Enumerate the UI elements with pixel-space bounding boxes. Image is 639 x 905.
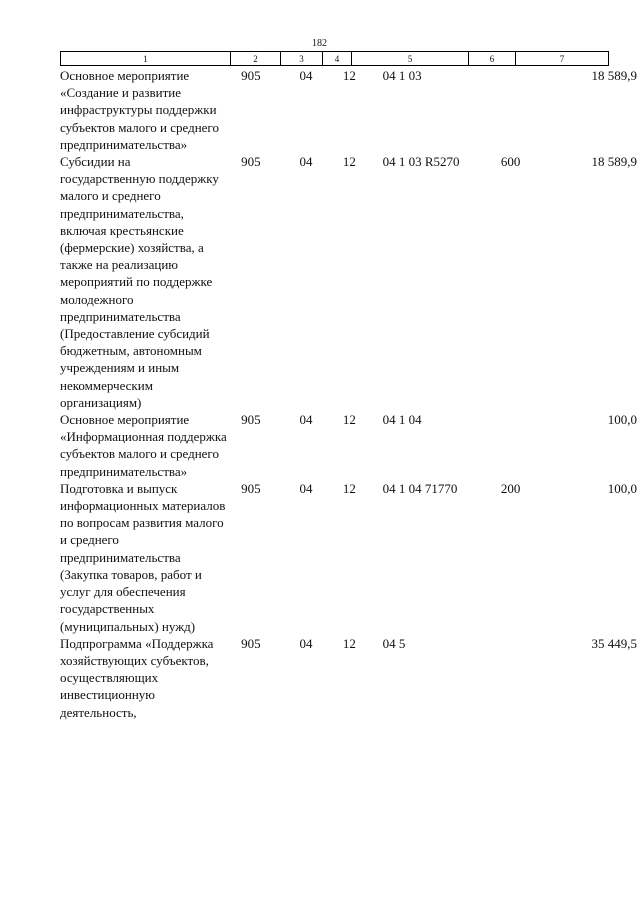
header-col-4: 4 (323, 52, 352, 66)
row-ministry: 905 (241, 635, 261, 651)
row-section: 04 (299, 412, 313, 428)
row-name: Подготовка и выпуск информационных материалов по вопросам развития малого и среднего предпринимательства (Закупка товаров, работ и услуг для обеспечения государственных (муниципальных) нужд) (60, 480, 226, 634)
header-col-7: 7 (516, 52, 609, 66)
row-target-article: 04 5 (382, 635, 406, 651)
row-name: Основное мероприятие «Информационная поддержка субъектов малого и среднего предпринимательства» (60, 412, 227, 479)
row-section: 04 (299, 154, 313, 170)
table-row (60, 411, 639, 480)
row-section: 04 (299, 68, 313, 83)
header-col-5: 5 (352, 52, 469, 66)
budget-table (60, 67, 639, 721)
header-col-2: 2 (231, 52, 281, 66)
header-col-3: 3 (281, 52, 323, 66)
row-name: Основное мероприятие «Создание и развитие инфраструктуры поддержки субъектов малого и среднего предпринимательства» (60, 68, 219, 152)
row-section: 04 (299, 480, 313, 496)
table-row (60, 153, 639, 411)
row-subsection: 12 (342, 154, 356, 170)
row-expense-type: 600 (500, 154, 521, 170)
row-subsection: 12 (342, 412, 356, 428)
column-number-header (60, 51, 609, 66)
row-subsection: 12 (342, 480, 356, 496)
row-target-article: 04 1 03 R5270 (382, 154, 460, 170)
row-ministry: 905 (241, 154, 261, 170)
table-row (60, 635, 639, 721)
row-expense-type (497, 635, 546, 721)
row-amount: 18 589,9 (591, 154, 637, 170)
row-ministry: 905 (241, 412, 261, 428)
row-expense-type (497, 411, 546, 480)
row-section: 04 (299, 635, 313, 651)
page-number: 182 (312, 38, 327, 49)
header-col-1: 1 (61, 52, 231, 66)
row-subsection: 12 (342, 68, 356, 83)
row-expense-type: 200 (500, 480, 521, 496)
row-amount: 100,0 (607, 480, 637, 496)
row-target-article: 04 1 03 (382, 68, 422, 83)
row-amount: 100,0 (607, 412, 637, 428)
row-subsection: 12 (342, 635, 356, 651)
row-target-article: 04 1 04 (382, 412, 422, 428)
row-ministry: 905 (241, 68, 261, 83)
table-row (60, 67, 639, 153)
header-col-6: 6 (469, 52, 516, 66)
row-target-article: 04 1 04 71770 (382, 480, 458, 496)
row-name: Подпрограмма «Поддержка хозяйствующих субъектов, осуществляющих инвестиционную деятельность, (60, 635, 214, 720)
row-ministry: 905 (241, 480, 261, 496)
row-amount: 35 449,5 (591, 635, 637, 651)
row-name: Субсидии на государственную поддержку малого и среднего предпринимательства, включая крестьянские (фермерские) хозяйства, а также на реализацию мероприятий по поддержке молодежного предпринимательства (Предоставление субсидий бюджетным, автономным учреждениям и иным некоммерческим организациям) (60, 154, 219, 410)
row-amount: 18 589,9 (591, 68, 637, 83)
table-row (60, 480, 639, 635)
row-expense-type (497, 67, 546, 153)
